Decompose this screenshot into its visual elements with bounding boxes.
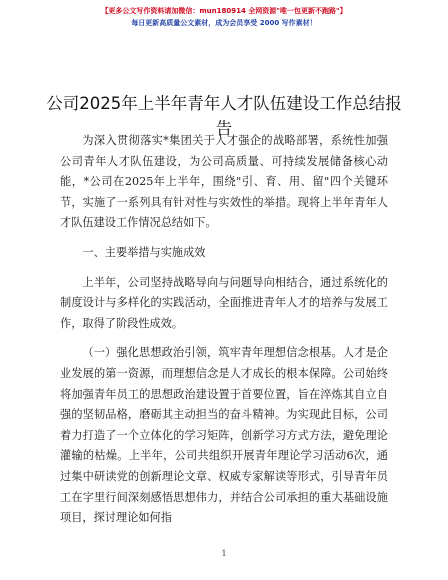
page-number: 1 xyxy=(221,549,227,558)
promo-banner-line-1: 【更多公文写作资料请加微信：mun180914 全网资源"唯一包更新不跑路"】 xyxy=(101,7,347,15)
document-body xyxy=(60,131,388,529)
subsection-paragraph: （一）强化思想政治引领，筑牢青年理想信念根基。人才是企业发展的第一资源，而理想信念是人才成长的根本保障。公司始终将加强青年员工的思想政治建设置于首要位置，旨在淬炼其自立自强的坚韧品格，磨砺其主动担当的奋斗精神。为实现此目标，公司着力打造了一个立体化的学习矩阵，创新学习方式方法，避免理论灌输的枯燥。上半年，公司共组织开展青年理论学习活动6次，通过集中研读党的创新理论文章、权威专家解读等形式，引导青年员工在字里行间深刻感悟思想伟力，并结合公司承担的重大基础设施项目，探讨理论如何指 xyxy=(60,346,388,525)
section-paragraph: 上半年，公司坚持战略导向与问题导向相结合，通过系统化的制度设计与多样化的实践活动，全面推进青年人才的培养与发展工作，取得了阶段性成效。 xyxy=(60,275,388,330)
promo-banner-line-2: 每日更新高质量公文素材，成为会员享受 2000 写作素材！ xyxy=(131,19,317,27)
document-title: 公司2025年上半年青年人才队伍建设工作总结报告 xyxy=(46,94,402,139)
section-heading: 一、主要举措与实施成效 xyxy=(82,245,206,259)
intro-paragraph: 为深入贯彻落实*集团关于人才强企的战略部署，系统性加强公司青年人才队伍建设，为公司高质量、可持续发展储备核心动能，*公司在2025年上半年，围绕"引、育、用、留"四个关键环节，实施了一系列具有针对性与实效性的举措。现将上半年青年人才队伍建设工作情况总结如下。 xyxy=(60,134,388,230)
